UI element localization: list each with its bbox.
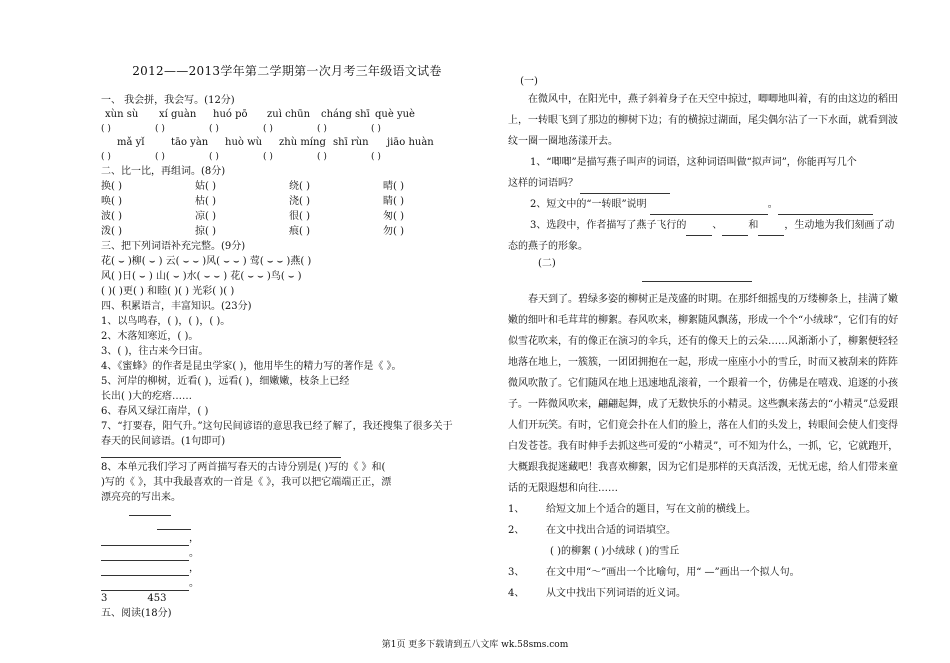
- q4-item-6: 6、春风又绿江南岸，( ): [101, 406, 209, 417]
- q4-item-7: 7、“打要春，阳气升。”这句民间谚语的意思我已经了解了，我还搜集了很多关于: [101, 421, 453, 432]
- q3-line-2: 风( )日( ⌣ ) 山( ⌣ )水( ⌣ ⌣ ) 花( ⌣ ⌣ )鸟( ⌣ ): [101, 271, 302, 282]
- q2-cell: 匆( ): [383, 211, 404, 222]
- q2-cell: 勿( ): [383, 226, 404, 237]
- pinyin-word: què yuè: [375, 109, 415, 120]
- q2-row: [101, 179, 473, 194]
- answer-paren[interactable]: ( ): [155, 124, 165, 134]
- left-column: [101, 62, 473, 621]
- q4-item-1: 1、以鸟鸣春，( )，( )，( )。: [101, 316, 231, 327]
- s2-question: 3、 在文中用“～”画出一个比喻句，用“ —”画出一个拟人句。: [508, 567, 800, 578]
- pinyin-word: xí guàn: [159, 109, 197, 120]
- passage-1: 在微风中，在阳光中，燕子斜着身子在天空中掠过，唧唧地叫着，有的由这边的稻田上，一转眼飞到了那边的柳树下边；有的横掠过湖面，尾尖偶尔沾了一下水面，就看到波纹一圈一圈地荡漾开去。: [508, 94, 898, 147]
- q2-cell: 绕( ): [289, 181, 310, 192]
- pinyin-word: tāo yàn: [171, 137, 209, 148]
- pinyin-word: xùn sù: [105, 109, 139, 120]
- answer-paren[interactable]: ( ): [263, 152, 273, 162]
- passage-2: 春天到了。碧绿多姿的柳树正是茂盛的时期。在那纤细摇曳的万缕柳条上，挂满了嫩嫩的细叶和毛茸茸的柳絮。春风吹来，柳絮随风飘荡，形成一个个“小绒球”，它们有的好似雪花吹来，有的像正在演习的伞兵，还有的像天上的云朵……风渐渐小了，柳絮便轻轻地落在地上，一簇簇，一团团拥抱在一起，形成一座座小小的雪丘，时而又被刮来的阵阵微风吹散了。它们随风在地上迅速地乱滚着，一个跟着一个，仿佛是在嘻戏、追逐的小孩子。一阵微风吹来，翩翩起舞，成了无数快乐的小精灵。这些飘来荡去的“小精灵”总爱跟人们开玩笑。有时，它们竟会扑在人们的脸上，落在人们的头发上，转眼间会使人们变得白发苍苍。我有时伸手去抓这些可爱的“小精灵”，可不知为什么，一抓，它，它就跑开，大概跟我捉迷藏吧！我喜欢柳絮，因为它们是那样的天真活泼，无忧无虑，给人们带来童话的无限遐想和向往……: [508, 294, 899, 494]
- answer-paren[interactable]: ( ): [317, 152, 327, 162]
- title-blank: [508, 271, 900, 289]
- q2-cell: 很( ): [289, 211, 310, 222]
- pinyin-word: huò wù: [225, 137, 263, 148]
- q2-cell: 痕( ): [289, 226, 310, 237]
- q2-row: [101, 224, 473, 239]
- answer-paren[interactable]: ( ): [371, 124, 381, 134]
- pinyin-word: zhù míng: [279, 137, 326, 148]
- poem-line-1: ，: [101, 531, 473, 546]
- q2-cell: 晴( ): [383, 181, 404, 192]
- q2-row: [101, 209, 473, 224]
- q4-item-2: 2、木落知寒近，( )。: [101, 331, 199, 342]
- q4-label: 四、积累语言，丰富知识。(23分): [101, 301, 252, 312]
- q3-line-1: 花( ⌣ )柳( ⌣ ) 云( ⌣ ⌣ )风( ⌣ ⌣ ) 莺( ⌣ ⌣ )燕( ): [101, 256, 312, 267]
- q4-item-5b: 长出( )大的疙瘩……: [101, 391, 192, 402]
- page-number-stray: 3 453: [101, 593, 167, 604]
- poem-line-3: ，: [101, 561, 473, 576]
- s1-q1b: 这样的词语吗？: [508, 173, 900, 194]
- pinyin-word: huó pō: [213, 109, 248, 120]
- q4-item-7b: 春天的民间谚语。(1句即可): [101, 436, 226, 447]
- pinyin-row-2: [101, 136, 473, 150]
- q2-cell: 姑( ): [195, 181, 216, 192]
- q2-cell: 泼( ): [101, 226, 122, 237]
- q3-label: 三、把下列词语补充完整。(9分): [101, 241, 246, 252]
- s2-question: 4、 从文中找出下列词语的近义词。: [508, 588, 686, 599]
- pinyin-word: zuì chūn: [267, 109, 311, 120]
- q2-cell: 掠( ): [195, 226, 216, 237]
- pinyin-row-1: [101, 108, 473, 122]
- q2-cell: 睛( ): [383, 196, 404, 207]
- pinyin-word: shī rùn: [333, 137, 369, 148]
- q2-cell: 换( ): [101, 181, 122, 192]
- q2-grid: [101, 179, 473, 239]
- s1-q3e: 态的燕子的形象。: [508, 241, 588, 252]
- q4-item-4: 4、《蜜蜂》的作者是昆虫学家( )，他用毕生的精力写的著作是《 》。: [101, 361, 402, 372]
- poem-title-blank: [101, 505, 473, 519]
- q2-cell: 枯( ): [195, 196, 216, 207]
- paren-row-1: [101, 122, 473, 136]
- s1-q1: 1、“唧唧”是描写燕子叫声的词语，这种词语叫做“拟声词”，你能再写几个: [530, 157, 857, 168]
- q5-label: 五、阅读(18分): [101, 608, 172, 619]
- q2-cell: 唤( ): [101, 196, 122, 207]
- pinyin-word: mǎ yǐ: [117, 137, 145, 148]
- q3-line-3: ( )( )更( ) 和睦( )( ) 光彩( )( ): [101, 286, 235, 297]
- poem-line-4: 。: [101, 576, 473, 591]
- answer-paren[interactable]: ( ): [263, 124, 273, 134]
- q2-row: [101, 194, 473, 209]
- page-footer: 第1页 更多下载请到五八文库 wk.58sms.com: [381, 640, 569, 650]
- q1-label: 一、 我会拼，我会写。(12分): [101, 95, 235, 106]
- s1-q3: 3、选段中，作者描写了燕子飞行的 、 和 ，生动地为我们刻画了动: [508, 215, 900, 236]
- q2-label: 二、比一比，再组词。(8分): [101, 166, 226, 177]
- answer-paren[interactable]: ( ): [101, 124, 111, 134]
- answer-line: [101, 449, 341, 458]
- s1-q2: 2、短文中的“一转眼”说明 。: [508, 194, 900, 215]
- paren-row-2: [101, 150, 473, 164]
- q4-item-8c: 漂亮亮的写出来。: [101, 492, 181, 503]
- section-2-head: (二): [538, 258, 556, 269]
- q4-item-5: 5、河岸的柳树，近看( )，远看( )，细嫩嫩，枝条上已经: [101, 376, 350, 387]
- pinyin-word: jiāo huàn: [387, 137, 434, 148]
- q4-item-3: 3、( )，往古来今曰宙。: [101, 346, 209, 357]
- q2-cell: 浇( ): [289, 196, 310, 207]
- s2-question: ( )的柳絮 ( )小绒球 ( )的雪丘: [550, 546, 680, 557]
- s2-question: 2、 在文中找出合适的词语填空。: [508, 525, 676, 536]
- answer-paren[interactable]: ( ): [209, 152, 219, 162]
- answer-paren[interactable]: ( ): [209, 124, 219, 134]
- page-title: 2012——2013学年第二学期第一次月考三年级语文试卷: [132, 64, 442, 78]
- answer-paren[interactable]: ( ): [371, 152, 381, 162]
- q4-item-8b: )写的《 》，其中我最喜欢的一首是《 》，我可以把它端端正正，漂: [101, 477, 392, 488]
- answer-paren[interactable]: ( ): [317, 124, 327, 134]
- s2-questions: [508, 499, 900, 604]
- poem-author-blank: [101, 519, 473, 531]
- poem-line-2: 。: [101, 546, 473, 561]
- right-column: [508, 75, 900, 604]
- s2-question: 1、 给短文加上个适合的题目，写在文前的横线上。: [508, 504, 756, 515]
- answer-paren[interactable]: ( ): [155, 152, 165, 162]
- q4-item-8: 8、本单元我们学习了两首描写春天的古诗分别是( )写的《 》和(: [101, 462, 386, 473]
- section-1-head: (一): [520, 76, 538, 87]
- pinyin-word: cháng shī: [321, 109, 370, 120]
- q2-cell: 波( ): [101, 211, 122, 222]
- q2-cell: 凉( ): [195, 211, 216, 222]
- answer-paren[interactable]: ( ): [101, 152, 111, 162]
